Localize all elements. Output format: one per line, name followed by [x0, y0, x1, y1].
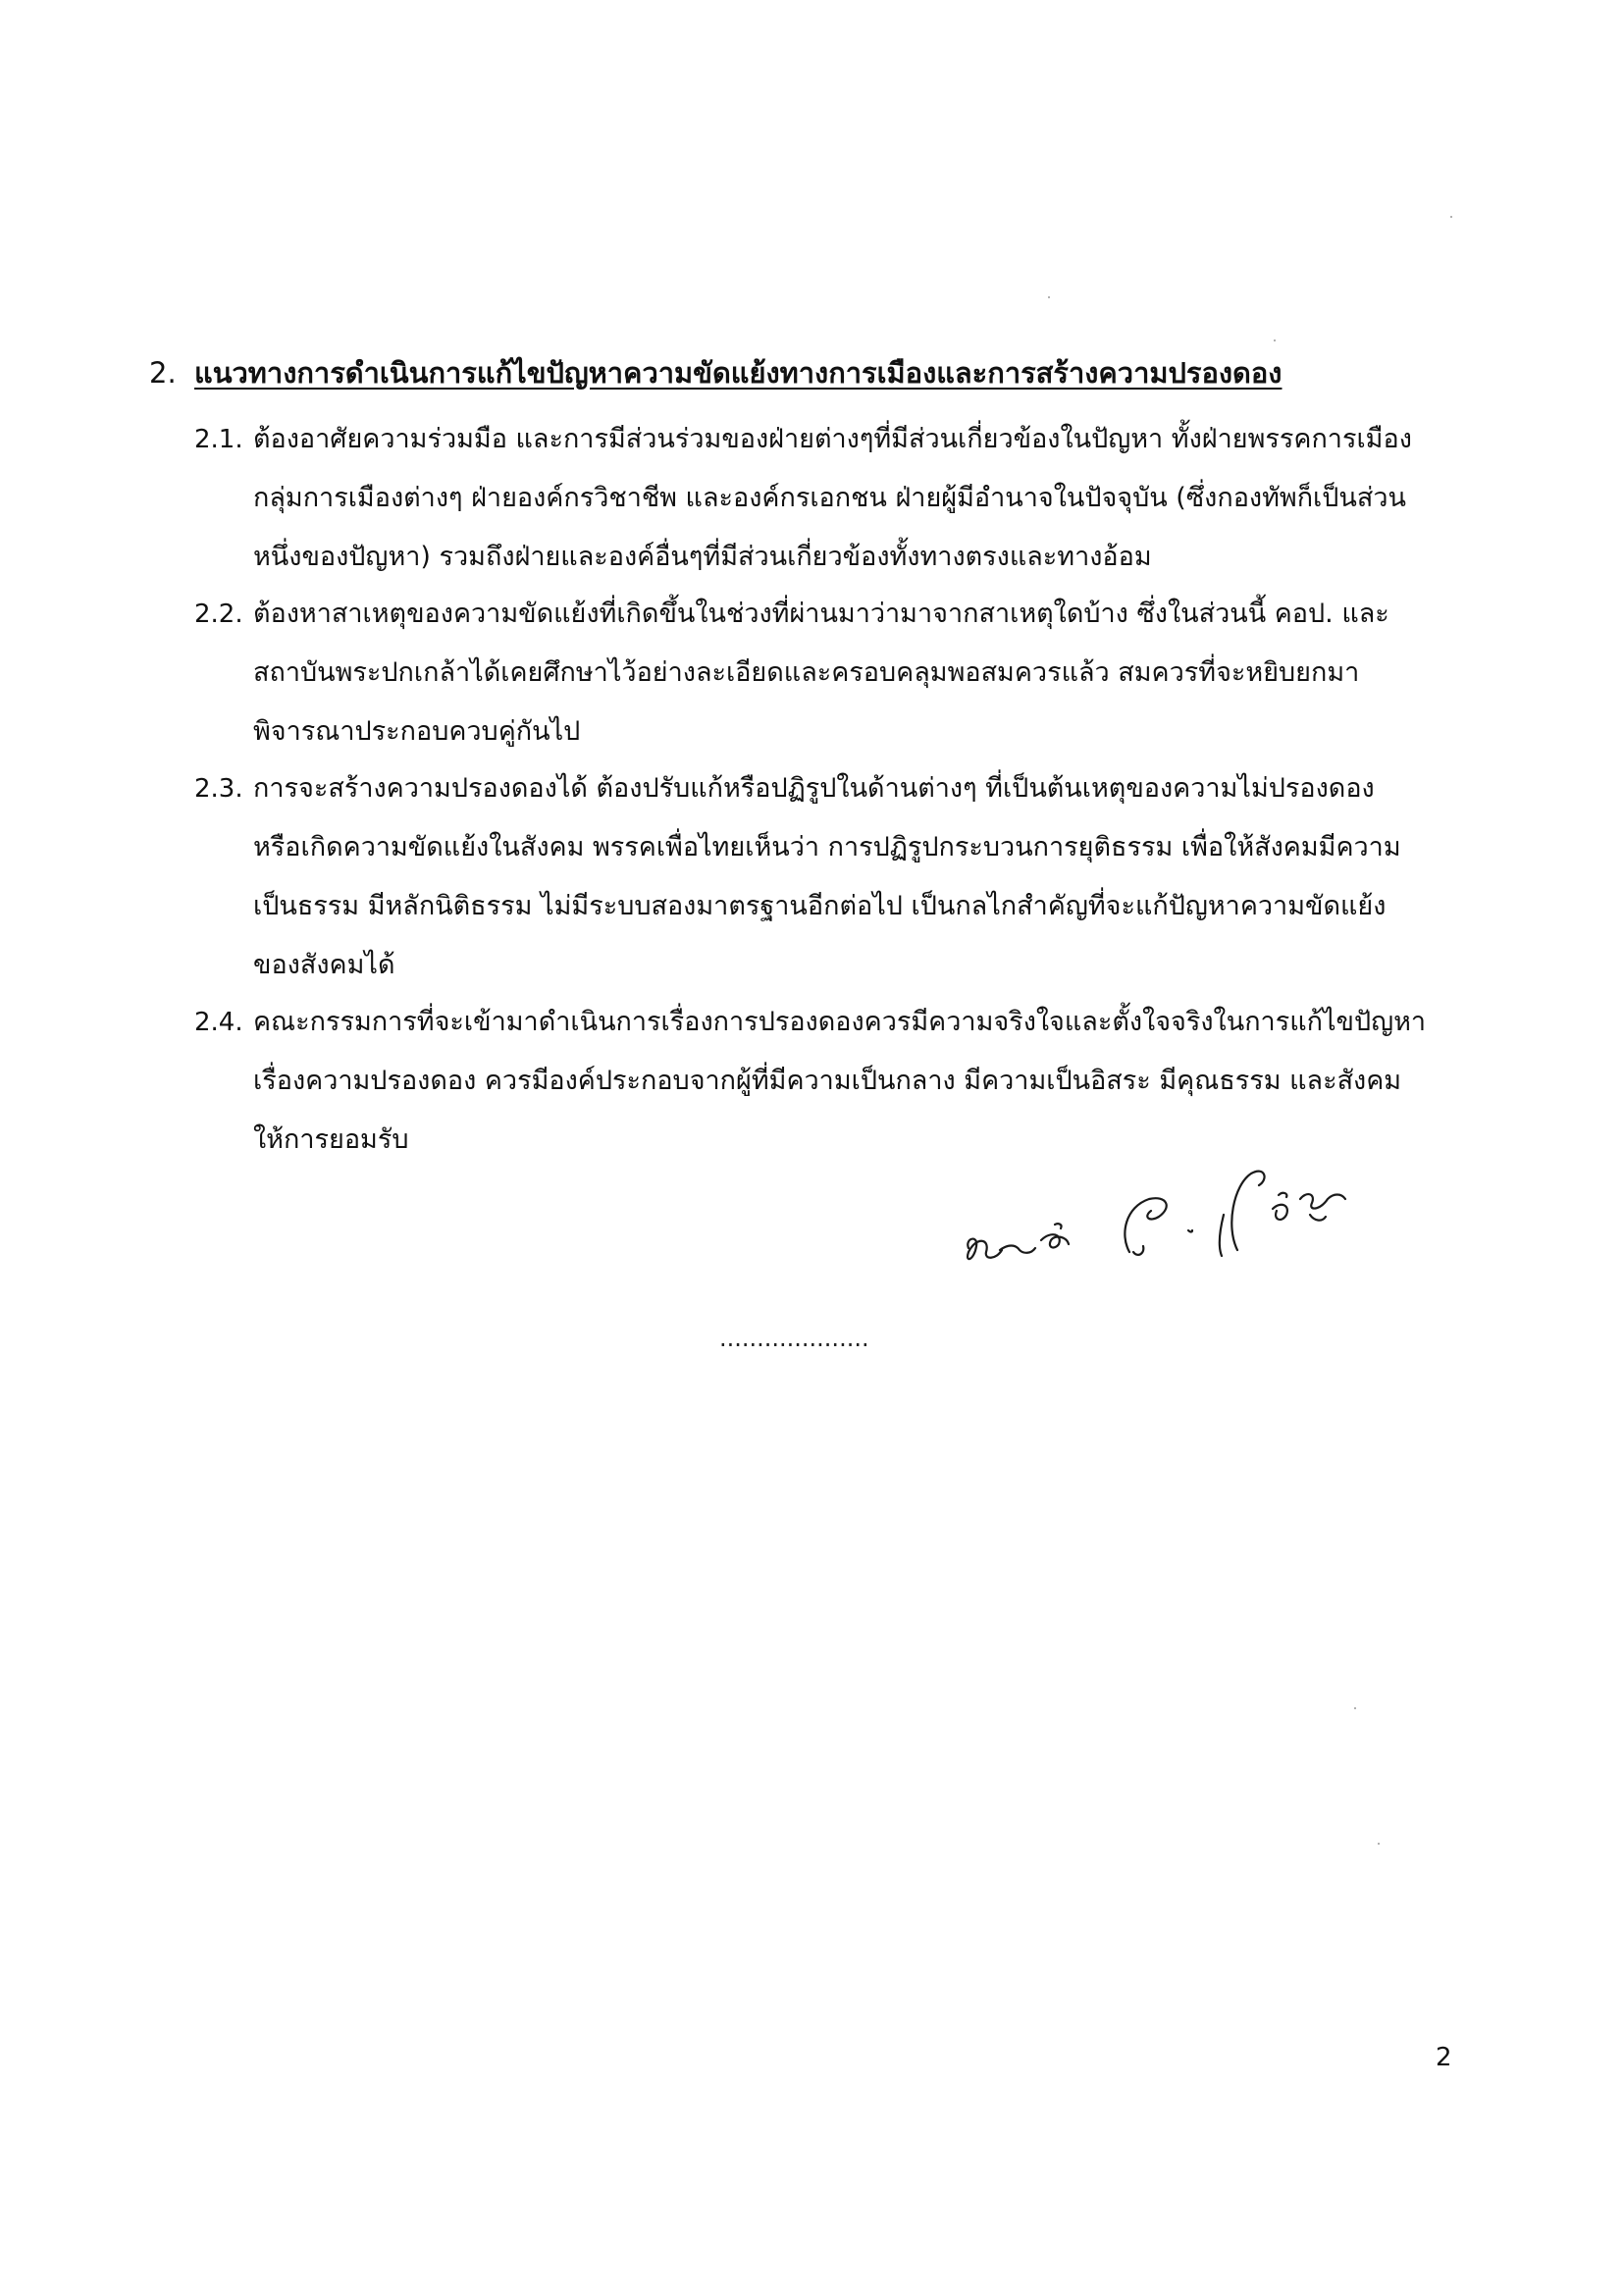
scan-speck [1450, 216, 1452, 218]
scan-speck [1378, 1843, 1380, 1845]
item-line: ต้องอาศัยความร่วมมือ และการมีส่วนร่วมของฝ่ายต่างๆที่มีส่วนเกี่ยวข้องในปัญหา ทั้งฝ่ายพรรคการเมือง [253, 424, 1412, 454]
item-text [253, 759, 1455, 995]
page-number: 2 [1436, 2043, 1452, 2072]
item-line: ให้การยอมรับ [253, 1124, 409, 1155]
scan-speck [1048, 296, 1050, 298]
end-of-section-marker: .................... [719, 1325, 869, 1352]
item-line: เป็นธรรม มีหลักนิติธรรม ไม่มีระบบสองมาตรฐานอีกต่อไป เป็นกลไกสำคัญที่จะแก้ปัญหาความขัดแย้ง [253, 891, 1387, 921]
item-text [253, 585, 1455, 761]
item-line: หรือเกิดความขัดแย้งในสังคม พรรคเพื่อไทยเห็นว่า การปฏิรูปกระบวนการยุติธรรม เพื่อให้สังคมมีความ [253, 832, 1401, 862]
item-line: หนึ่งของปัญหา) รวมถึงฝ่ายและองค์อื่นๆที่มีส่วนเกี่ยวข้องทั้งทางตรงและทางอ้อม [253, 542, 1152, 572]
section-heading [149, 351, 1282, 394]
scan-speck [1274, 339, 1276, 341]
item-line: พิจารณาประกอบควบคู่กันไป [253, 716, 581, 747]
list-item [194, 585, 1460, 761]
item-line: สถาบันพระปกเกล้าได้เคยศึกษาไว้อย่างละเอียดและครอบคลุมพอสมควรแล้ว สมควรที่จะหยิบยกมา [253, 657, 1360, 688]
item-line: ต้องหาสาเหตุของความขัดแย้งที่เกิดขึ้นในช่วงที่ผ่านมาว่ามาจากสาเหตุใดบ้าง ซึ่งในส่วนนี้ คอป. และ [253, 599, 1389, 629]
item-number: 2.2. [194, 600, 243, 629]
item-number: 2.4. [194, 1008, 243, 1037]
item-text [253, 410, 1455, 587]
section-title: แนวทางการดำเนินการแก้ไขปัญหาความขัดแย้งทางการเมืองและการสร้างความปรองดอง [194, 356, 1283, 390]
list-item [194, 410, 1460, 587]
item-line: คณะกรรมการที่จะเข้ามาดำเนินการเรื่องการปรองดองควรมีความจริงใจและตั้งใจจริงในการแก้ไขปัญหา [253, 1007, 1427, 1037]
item-line: เรื่องความปรองดอง ควรมีองค์ประกอบจากผู้ที่มีความเป็นกลาง มีความเป็นอิสระ มีคุณธรรม และสังคม [253, 1066, 1402, 1096]
item-line: กลุ่มการเมืองต่างๆ ฝ่ายองค์กรวิชาชีพ และองค์กรเอกชน ฝ่ายผู้มีอำนาจในปัจจุบัน (ซึ่งกองทัพก็เป็นส่วน [253, 483, 1406, 513]
item-number: 2.3. [194, 774, 243, 804]
item-number: 2.1. [194, 425, 243, 454]
item-line: การจะสร้างความปรองดองได้ ต้องปรับแก้หรือปฏิรูปในด้านต่างๆ ที่เป็นต้นเหตุของความไม่ปรองดอง [253, 773, 1375, 804]
scan-speck [1354, 1707, 1356, 1709]
list-item [194, 759, 1460, 995]
section-number: 2. [149, 356, 177, 390]
item-line: ของสังคมได้ [253, 950, 395, 980]
handwritten-signature [957, 1128, 1369, 1295]
